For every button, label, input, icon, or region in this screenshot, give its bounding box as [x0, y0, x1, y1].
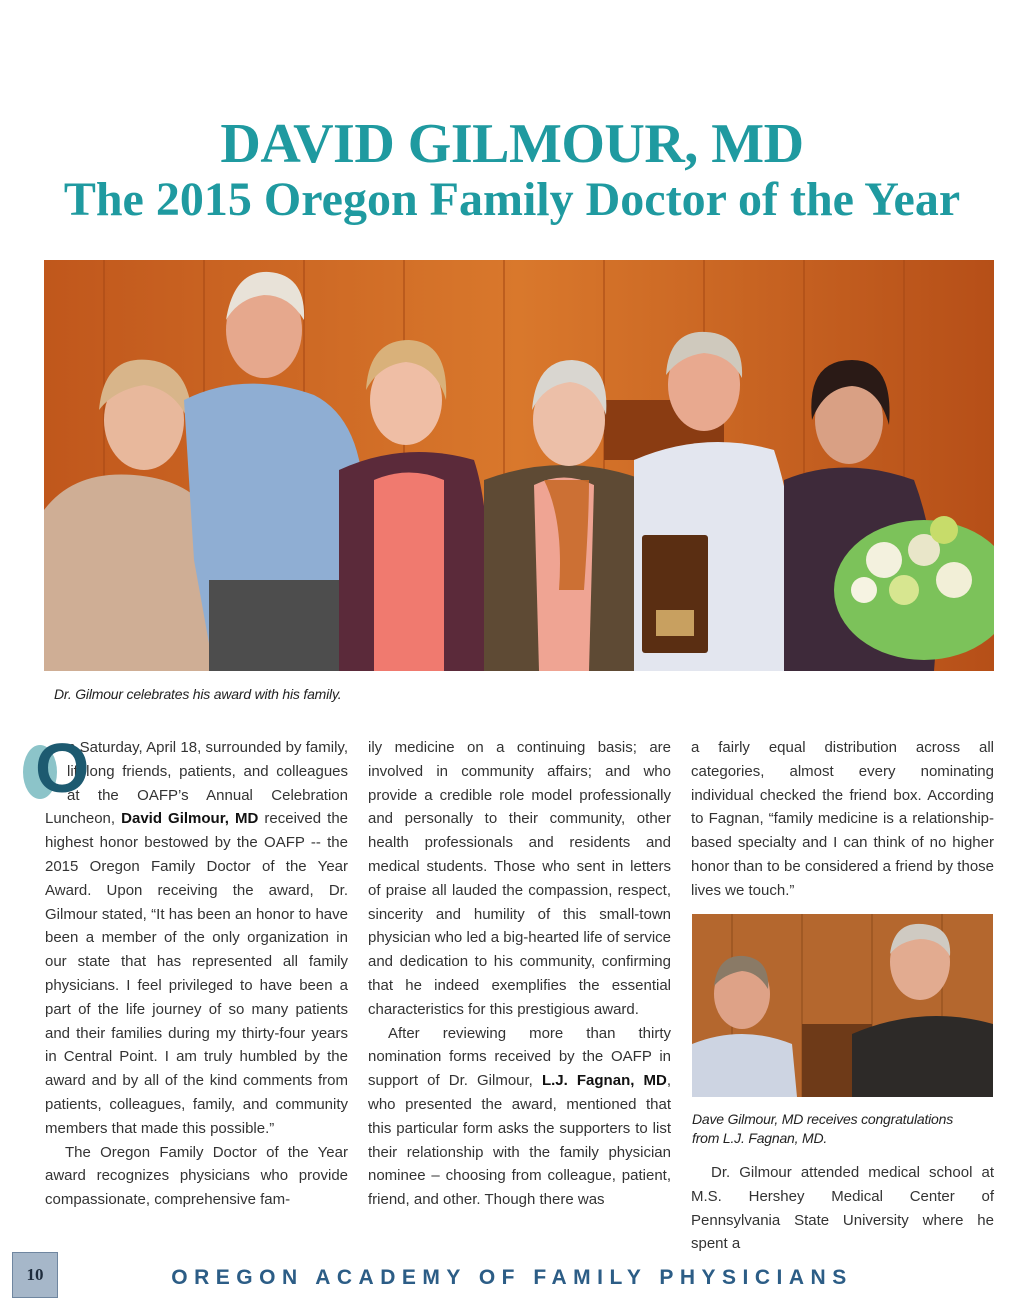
presenter-name: L.J. Fagnan, MD — [541, 1072, 667, 1090]
col1-p2: The Oregon Family Doctor of the Year award recognizes physicians who provide compassionate, comprehensive fam- — [45, 1143, 348, 1209]
honoree-name: David Gilmour, MD — [121, 810, 259, 828]
small-photo-caption-line-1: Dave Gilmour, MD receives congratulations — [692, 1111, 954, 1127]
main-photo-caption: Dr. Gilmour celebrates his award with his family. — [54, 686, 342, 702]
col2-p2-end: , who presented the award, mentioned that this particular form asks the supporters to list their relationship with the family physician nominee – choosing from colleague, patient, friend, and other. Though there was — [368, 1072, 671, 1209]
article-column-1 — [35, 729, 349, 1212]
col2-p2-start: After reviewing more than thirty nomination forms received by the OAFP in support of Dr. Gilmour, — [368, 1024, 671, 1090]
col3-p2: Dr. Gilmour attended medical school at M.S. Hershey Medical Center of Pennsylvania State University where he spent a — [691, 1164, 994, 1253]
drop-cap-letter: O — [35, 729, 90, 807]
group-photo — [44, 260, 994, 671]
publication-name: OREGON ACADEMY OF FAMILY PHYSICIANS — [171, 1266, 853, 1289]
col3-p1: a fairly equal distribution across all categories, almost every nominating individual checked the friend box. According to Fagnan, “family medicine is a relationship-based specialty and I can think of no higher honor than to be considered a friend by those lives we touch.” — [691, 739, 994, 899]
congratulations-photo — [692, 914, 993, 1097]
col2-p1: ily medicine on a continuing basis; are involved in community affairs; and who provide a credible role model professionally and personally to their community, other health professionals and residents and medical students. Those who sent in letters of praise all lauded the compassion, respect, sincerity and humility of this small-town physician who led a big-hearted life of service and dedication to his community, confirming that he indeed exemplifies the essential characteristics for this prestigious award. — [368, 739, 671, 1018]
article-column-2 — [368, 736, 671, 1212]
drop-cap — [23, 729, 90, 807]
col1-p1-end: received the highest honor bestowed by the OAFP -- the 2015 Oregon Family Doctor of the Year Award. Upon receiving the award, Dr. Gilmour stated, “It has been an honor to have been a member of the only organization in our state that has represented all family physicians. I feel privileged to have been a part of the life journey of so many patients and their families during my thirty-four years in Central Point. I am truly humbled by the award and by all of the kind comments from patients, colleagues, family, and community members that made this possible.” — [45, 810, 349, 1137]
article-title: DAVID GILMOUR, MD — [220, 113, 804, 175]
page-number: 10 — [12, 1252, 58, 1298]
article-column-3-continued — [691, 1161, 994, 1256]
article-column-3 — [691, 736, 994, 903]
col1-p1-start: n Saturday, April 18, surrounded by family, lifelong friends, patients, and colleagues at the OAFP’s Annual Celebration Luncheon, — [45, 739, 348, 828]
article-subtitle: The 2015 Oregon Family Doctor of the Year — [63, 173, 961, 226]
small-photo-caption-line-2: from L.J. Fagnan, MD. — [692, 1130, 828, 1146]
small-photo-caption — [692, 1110, 953, 1148]
